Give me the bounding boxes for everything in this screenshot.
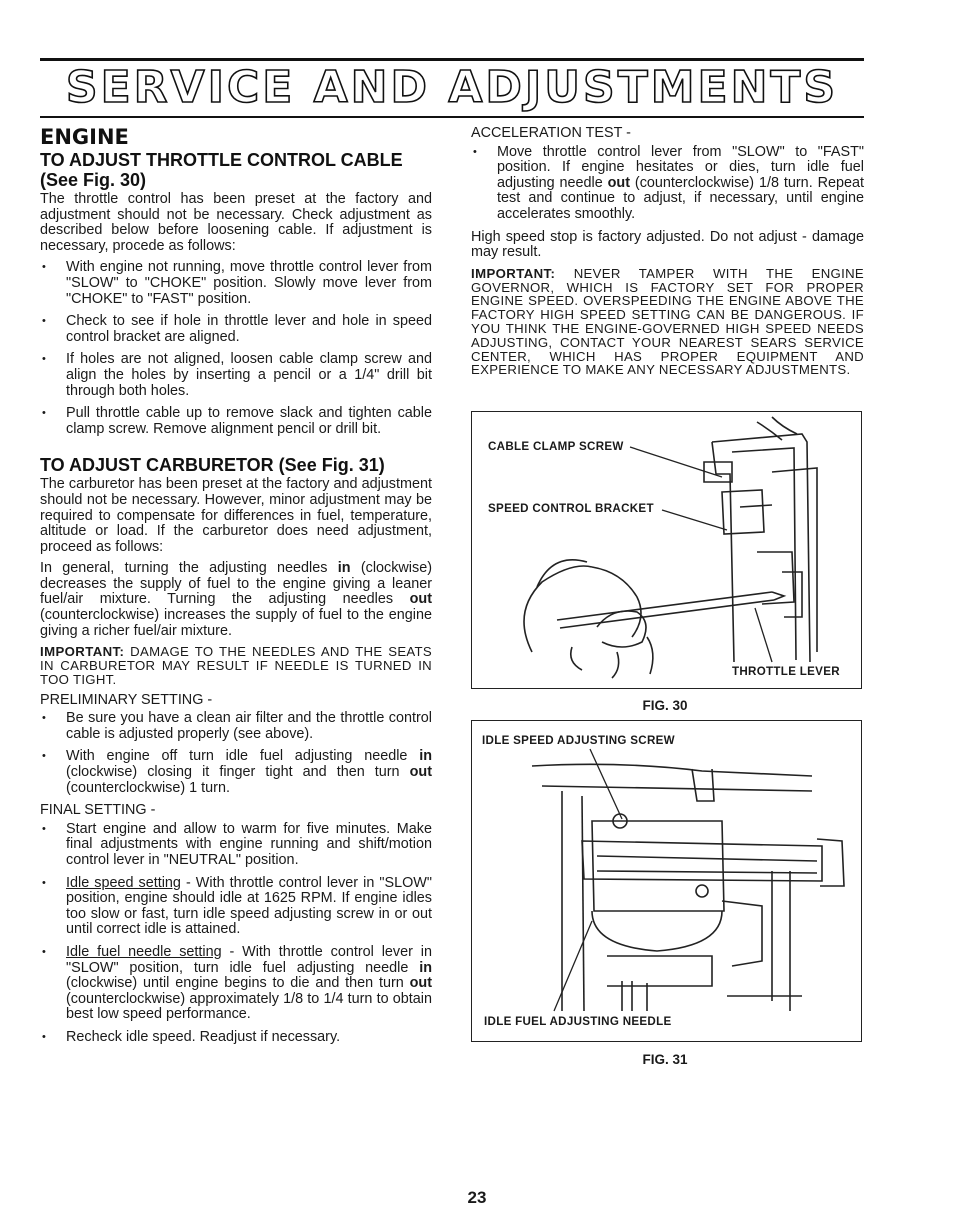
accel-b: (counterclockwise) 1/8 turn. Repeat test and continue to adjust, if necessary, until engine accelerates smoothly. [497, 174, 864, 222]
prelim2-b: (clockwise) closing it finger tight and then turn [66, 764, 410, 781]
final3-a: - With throttle control lever in "SLOW" position, turn idle fuel adjusting needle [66, 943, 432, 976]
throttle-intro: The throttle control has been preset at the factory and adjustment should not be necessary. Check adjustment as described below before loosening cable. If adjustment is necessary, procede as follows: [40, 191, 432, 254]
important-text: DAMAGE TO THE NEEDLES AND THE SEATS IN CARBURETOR MAY RESULT IF NEEDLE IS TURNED IN TOO TIGHT. [40, 644, 432, 687]
left-column [40, 126, 432, 1053]
governor-important [471, 267, 864, 377]
throttle-step-1: • With engine not running, move throttle control lever from "SLOW" to "CHOKE" position. Slowly move lever from "CHOKE" to "FAST" position. [40, 260, 432, 307]
accel-a: Move throttle control lever from "SLOW" to "FAST" position. If engine hesitates or dies, turn idle fuel adjusting needle [497, 143, 864, 191]
final-step-3 [40, 945, 432, 1023]
carburetor-general [40, 561, 432, 639]
acceleration-step [471, 145, 864, 223]
right-column [471, 126, 864, 383]
top-rule [40, 58, 864, 61]
general-in: in [337, 560, 351, 577]
throttle-heading [40, 150, 432, 190]
section-heading-engine: ENGINE [40, 125, 129, 149]
carburetor-heading: TO ADJUST CARBURETOR (See Fig. 31) [40, 455, 385, 476]
governor-important-text: NEVER TAMPER WITH THE ENGINE GOVERNOR, WHICH IS FACTORY SET FOR PROPER ENGINE SPEED. OVERSPEEDING THE ENGINE ABOVE THE FACTORY HIGH SPEED SETTING CAN BE DANGEROUS. IF YOU THINK THE ENGINE-GOVERNED HIGH SPEED NEEDS ADJUSTING, CONTACT YOUR NEAREST SEARS SERVICE CENTER, WHICH HAS PROPER EQUIPMENT AND EXPERIENCE TO MAKE ANY NECESSARY ADJUSTMENTS. [471, 265, 864, 378]
final3-b: (clockwise) until engine begins to die and then turn [66, 975, 410, 992]
throttle-step-3: • If holes are not aligned, loosen cable clamp screw and align the holes by inserting a pencil or a 1/4" drill bit through both holes. [40, 352, 432, 399]
fig30-label-speed-control-bracket: SPEED CONTROL BRACKET [488, 502, 654, 515]
general-text-b: (clockwise) decreases the supply of fuel to the engine giving a leaner fuel/air mixture. Turning the adjusting needles [40, 560, 432, 608]
page-number: 23 [467, 1188, 487, 1207]
throttle-step-4: • Pull throttle cable up to remove slack and tighten cable clamp screw. Remove alignment pencil or drill bit. [40, 406, 432, 437]
general-out: out [409, 591, 432, 608]
governor-important-label: IMPORTANT: [471, 265, 556, 281]
throttle-steps [40, 260, 432, 437]
fig30-label-cable-clamp-screw: CABLE CLAMP SCREW [488, 440, 624, 453]
fig31-frame [471, 720, 862, 1042]
preliminary-steps [40, 711, 432, 796]
prelim2-c: (counterclockwise) 1 turn. [66, 779, 230, 796]
page-title: SERVICE AND ADJUSTMENTS [65, 62, 839, 113]
acceleration-steps [471, 145, 864, 223]
fig31-label-idle-speed-adjusting-screw: IDLE SPEED ADJUSTING SCREW [482, 734, 675, 747]
throttle-step-2: • Check to see if hole in throttle lever and hole in speed control bracket are aligned. [40, 314, 432, 345]
idle-speed-setting-title: Idle speed setting [66, 874, 181, 891]
acceleration-label: ACCELERATION TEST - [471, 125, 631, 141]
general-text-c: (counterclockwise) increases the supply of fuel to the engine giving a richer fuel/air mixture. [40, 607, 432, 639]
idle-fuel-setting-title: Idle fuel needle setting [66, 943, 222, 960]
throttle-heading-fig: (See Fig. 30) [40, 170, 147, 190]
high-speed-note: High speed stop is factory adjusted. Do not adjust - damage may result. [471, 228, 864, 261]
final-label: FINAL SETTING - [40, 802, 156, 819]
final2-rest: - With throttle control lever in "SLOW" position, engine should idle at 1625 RPM. If engine idles too slow or fast, turn idle speed adjusting screw in or out until correct idle is attained. [66, 874, 432, 938]
prelim2-in: in [419, 748, 432, 765]
fig30-caption: FIG. 30 [642, 698, 688, 713]
accel-out: out [607, 174, 631, 191]
final3-out: out [409, 975, 432, 992]
title-underline [40, 116, 864, 118]
fig30-label-throttle-lever: THROTTLE LEVER [732, 665, 840, 678]
final3-in: in [419, 959, 432, 976]
prelim2-out: out [409, 764, 432, 781]
final-step-2 [40, 876, 432, 938]
prelim-step-2 [40, 749, 432, 796]
fig30-illustration [472, 412, 861, 688]
final-step-4: • Recheck idle speed. Readjust if necessary. [40, 1030, 432, 1046]
final-steps [40, 822, 432, 1046]
prelim2-a: With engine off turn idle fuel adjusting needle [66, 748, 420, 765]
throttle-heading-text: TO ADJUST THROTTLE CONTROL CABLE [40, 150, 403, 170]
fig31-label-idle-fuel-adjusting-needle: IDLE FUEL ADJUSTING NEEDLE [484, 1015, 672, 1028]
fig31-caption: FIG. 31 [642, 1052, 688, 1067]
carburetor-intro: The carburetor has been preset at the factory and adjustment should not be necessary. However, minor adjustment may be required to compensate for differences in fuel, temperature, altitude or load. If the carburetor does need adjustment, proceed as follows: [40, 476, 432, 555]
final-step-1: • Start engine and allow to warm for five minutes. Make final adjustments with engine running and shift/motion control lever in "NEUTRAL" position. [40, 822, 432, 869]
fig30-frame [471, 411, 862, 689]
preliminary-label: PRELIMINARY SETTING - [40, 691, 213, 708]
fig31-illustration [472, 721, 861, 1041]
prelim-step-1: • Be sure you have a clean air filter and the throttle control cable is adjusted properly (see above). [40, 711, 432, 742]
general-text-a: In general, turning the adjusting needles [40, 560, 338, 577]
final3-c: (counterclockwise) approximately 1/8 to 1/4 turn to obtain best low speed performance. [66, 990, 432, 1023]
important-label: IMPORTANT: [40, 644, 125, 660]
carburetor-important [40, 645, 432, 686]
